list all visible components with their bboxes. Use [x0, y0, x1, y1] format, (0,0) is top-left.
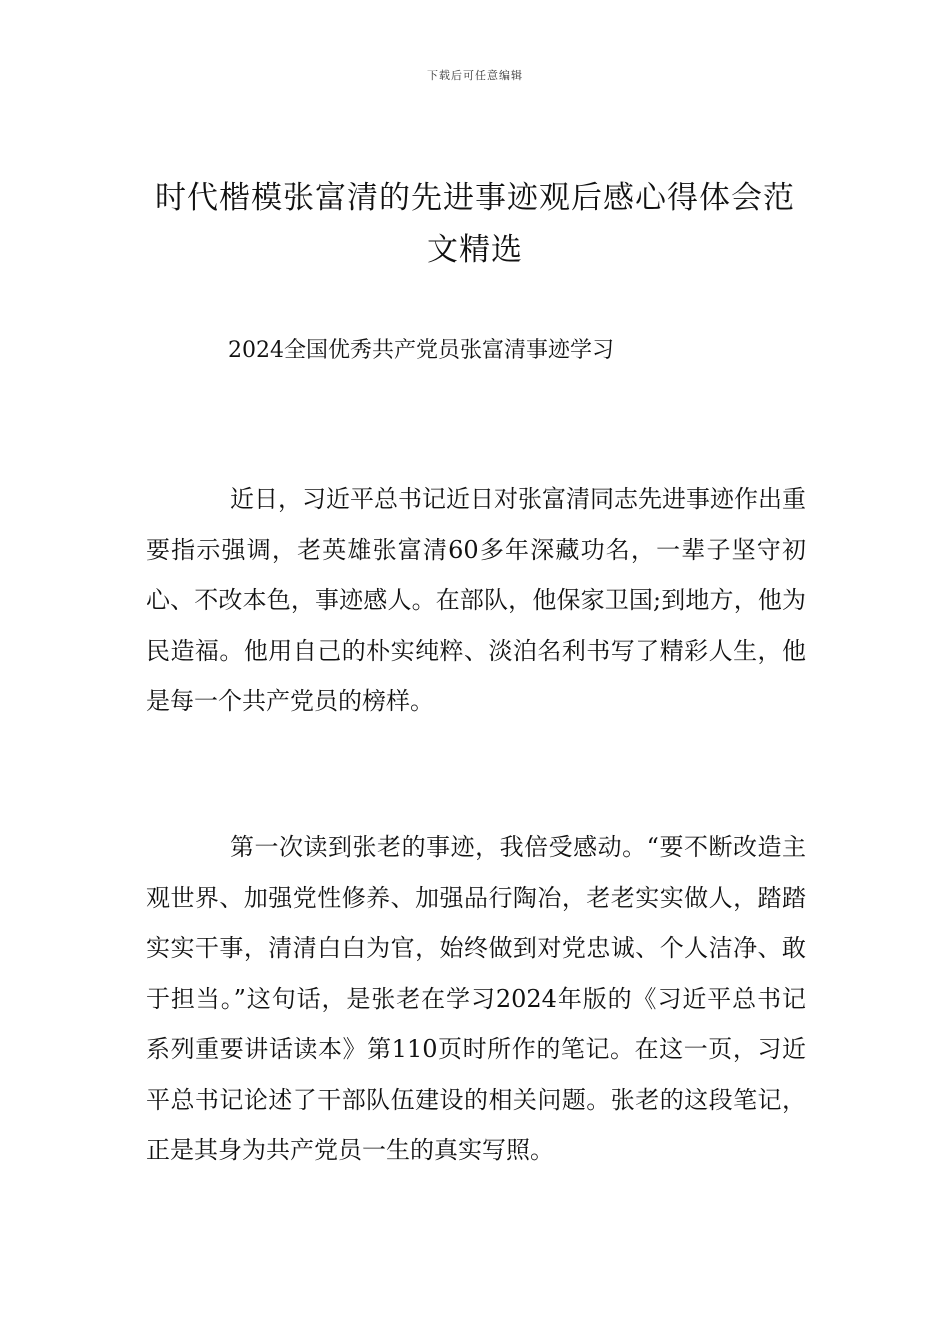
body-paragraph-2: 第一次读到张老的事迹，我倍受感动。“要不断改造主观世界、加强党性修养、加强品行陶冶，老老实实做人，踏踏实实干事，清清白白为官，始终做到对党忠诚、个人洁净、敢于担当。”这句话，是张老在学习2024年版的《习近平总书记系列重要讲话读本》第110页时所作的笔记。在这一页，习近平总书记论述了干部队伍建设的相关问题。张老的这段笔记，正是其身为共产党员一生的真实写照。 — [146, 833, 806, 1164]
document-title: 时代楷模张富清的先进事迹观后感心得体会范文精选 — [155, 180, 795, 268]
header-note: 下载后可任意编辑 — [427, 69, 523, 82]
document-subtitle: 2024全国优秀共产党员张富清事迹学习 — [228, 338, 614, 363]
body-paragraph-1: 近日，习近平总书记近日对张富清同志先进事迹作出重要指示强调，老英雄张富清60多年深藏功名，一辈子坚守初心、不改本色，事迹感人。在部队，他保家卫国;到地方，他为民造福。他用自己的朴实纯粹、淡泊名利书写了精彩人生，他是每一个共产党员的榜样。 — [146, 485, 806, 715]
